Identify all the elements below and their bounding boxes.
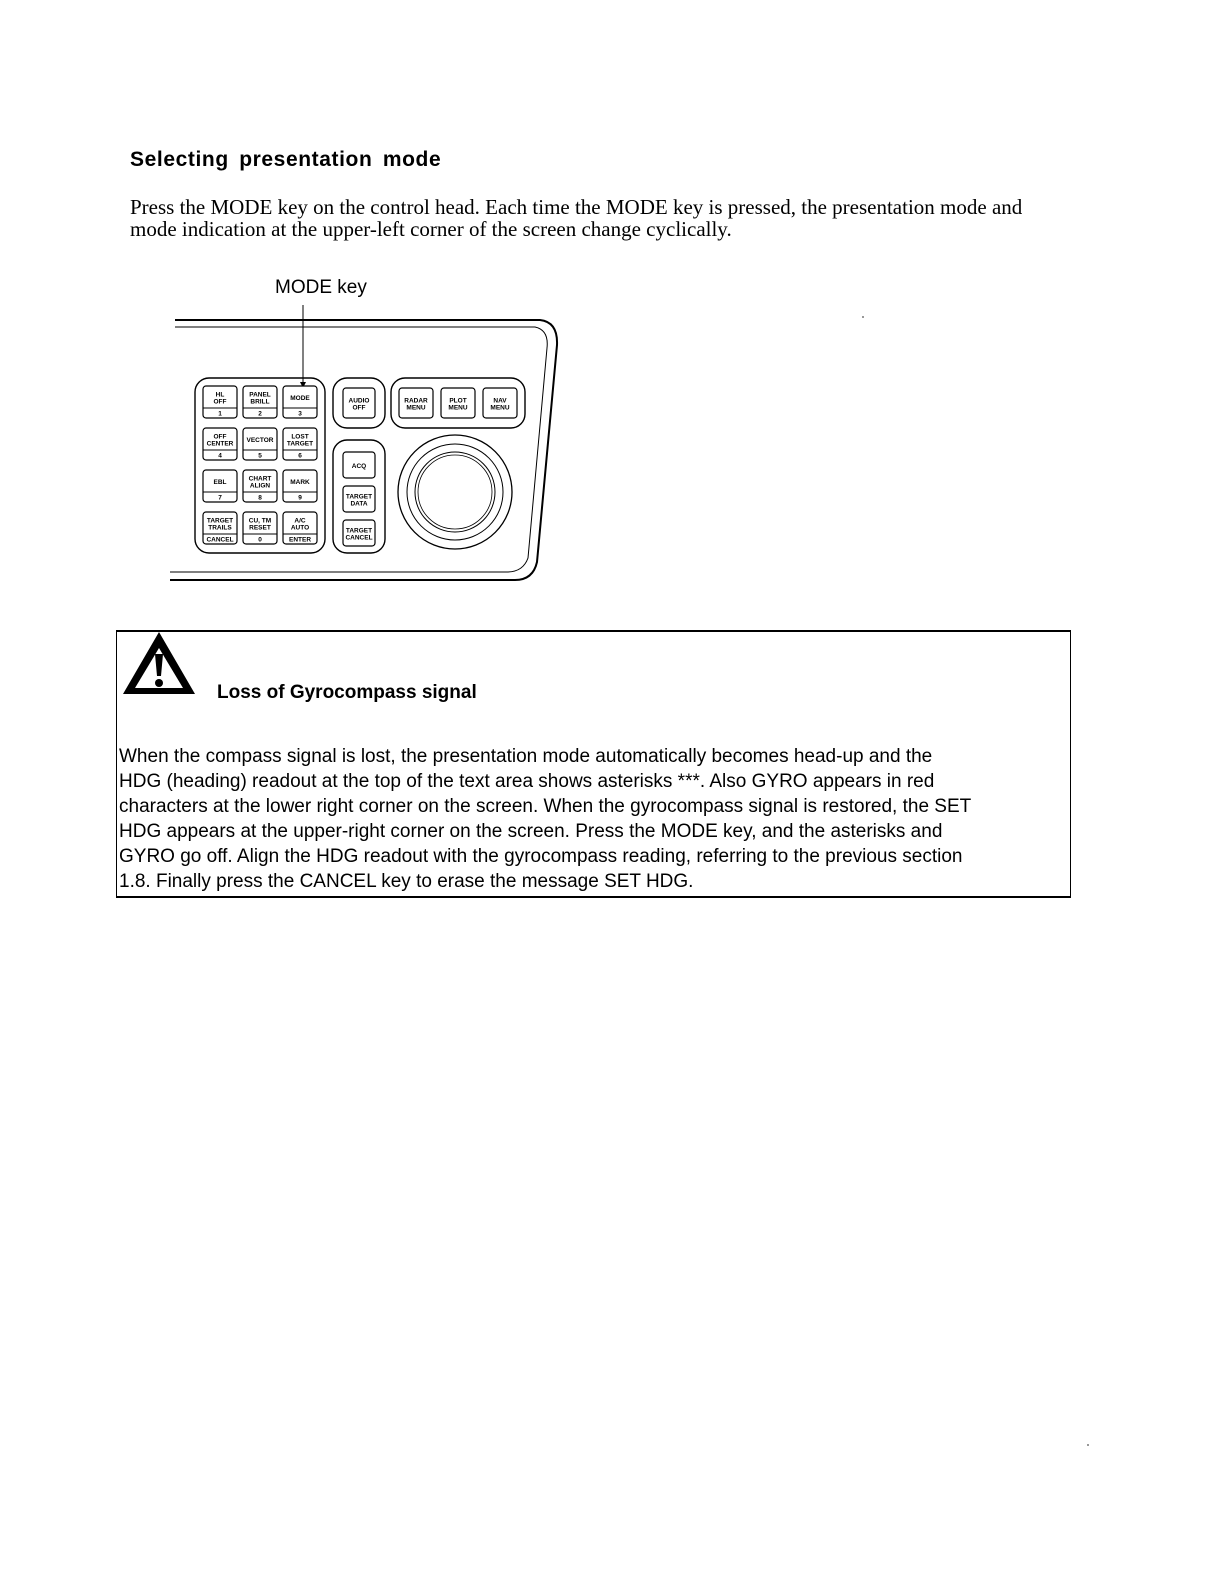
key-label: A/C	[294, 517, 306, 525]
key-label: TRAILS	[208, 524, 232, 532]
key-label: MODE	[290, 395, 310, 402]
key-sublabel: 3	[298, 410, 302, 418]
control-head-figure	[165, 300, 565, 590]
key-label: OFF	[213, 433, 227, 441]
key-label: CANCEL	[345, 534, 373, 542]
key-label: TARGET	[345, 527, 373, 535]
key-label: EBL	[213, 479, 227, 486]
key-label: CU, TM	[248, 517, 272, 525]
key-label: ACQ	[351, 463, 367, 470]
keypad-key[interactable]	[283, 386, 317, 418]
key-label: CENTER	[206, 440, 234, 448]
keypad-key[interactable]	[203, 512, 237, 544]
key-label: OFF	[352, 404, 366, 412]
key-sublabel: 0	[258, 536, 262, 544]
keypad-key[interactable]	[243, 386, 277, 418]
key-label: LOST	[291, 433, 309, 441]
section-paragraph: Press the MODE key on the control head. Each time the MODE key is pressed, the presentation mode and mode indication at the upper-left corner of the screen change cyclically.	[130, 195, 1023, 241]
keypad-key[interactable]	[203, 428, 237, 460]
key-label: HL	[215, 391, 225, 399]
key-sublabel: 8	[258, 494, 262, 502]
target-key[interactable]	[343, 520, 375, 546]
keypad-key[interactable]	[283, 512, 317, 544]
key-label: NAV	[493, 397, 507, 405]
key-label: TARGET	[286, 440, 314, 448]
mode-key-callout: MODE key	[275, 277, 367, 298]
key-label: BRILL	[250, 398, 270, 406]
caution-box	[116, 630, 1071, 898]
caution-line: 1.8. Finally press the CANCEL key to erase the message SET HDG.	[119, 871, 694, 892]
key-sublabel: 9	[298, 494, 302, 502]
warning-triangle-icon	[119, 628, 199, 700]
keypad-key[interactable]	[243, 470, 277, 502]
caution-body	[119, 744, 1067, 894]
key-label: ALIGN	[249, 482, 271, 490]
keypad-key[interactable]	[203, 470, 237, 502]
key-label: OFF	[213, 398, 227, 406]
key-sublabel: ENTER	[288, 536, 312, 544]
key-sublabel: 6	[298, 452, 302, 460]
key-sublabel: 4	[218, 452, 222, 460]
key-label: DATA	[350, 500, 368, 508]
target-key[interactable]	[343, 486, 375, 512]
caution-line: HDG appears at the upper-right corner on the screen. Press the MODE key, and the asterisks and	[119, 821, 943, 842]
trackball[interactable]	[398, 435, 512, 549]
key-sublabel: 7	[218, 494, 222, 502]
scan-speck	[1087, 1444, 1089, 1446]
menu-key[interactable]	[441, 388, 475, 418]
keypad-key[interactable]	[243, 512, 277, 544]
key-label: MENU	[490, 404, 510, 412]
key-label: RESET	[249, 524, 271, 532]
key-label: VECTOR	[246, 437, 274, 444]
audio-off-key[interactable]	[343, 388, 375, 418]
target-key[interactable]	[343, 452, 375, 478]
keypad-key[interactable]	[283, 470, 317, 502]
keypad-key[interactable]	[283, 428, 317, 460]
caution-line: characters at the lower right corner on the screen. When the gyrocompass signal is restored, the SET	[119, 796, 972, 817]
key-label: PANEL	[249, 391, 271, 399]
menu-key[interactable]	[483, 388, 517, 418]
key-sublabel: 2	[258, 410, 262, 418]
caution-title: Loss of Gyrocompass signal	[217, 682, 477, 703]
key-label: AUTO	[290, 524, 310, 532]
section-heading: Selecting presentation mode	[130, 148, 442, 171]
scan-speck	[862, 316, 864, 318]
keypad-key[interactable]	[203, 386, 237, 418]
caution-line: When the compass signal is lost, the presentation mode automatically becomes head-up and the	[119, 746, 933, 767]
key-label: MENU	[406, 404, 426, 412]
key-sublabel: 5	[258, 452, 262, 460]
key-sublabel: 1	[218, 410, 222, 418]
caution-line: GYRO go off. Align the HDG readout with the gyrocompass reading, referring to the previous section	[119, 846, 963, 867]
key-label: AUDIO	[348, 397, 370, 405]
key-label: TARGET	[345, 493, 373, 501]
key-sublabel: CANCEL	[206, 536, 234, 544]
caution-line: HDG (heading) readout at the top of the text area shows asterisks ***. Also GYRO appears in red	[119, 771, 935, 792]
key-label: PLOT	[449, 397, 467, 405]
key-label: CHART	[248, 475, 272, 483]
menu-key[interactable]	[399, 388, 433, 418]
keypad-key[interactable]	[243, 428, 277, 460]
key-label: MENU	[448, 404, 468, 412]
key-label: MARK	[290, 479, 310, 486]
key-label: RADAR	[404, 397, 428, 405]
key-label: TARGET	[206, 517, 234, 525]
numeric-keypad	[203, 386, 317, 544]
